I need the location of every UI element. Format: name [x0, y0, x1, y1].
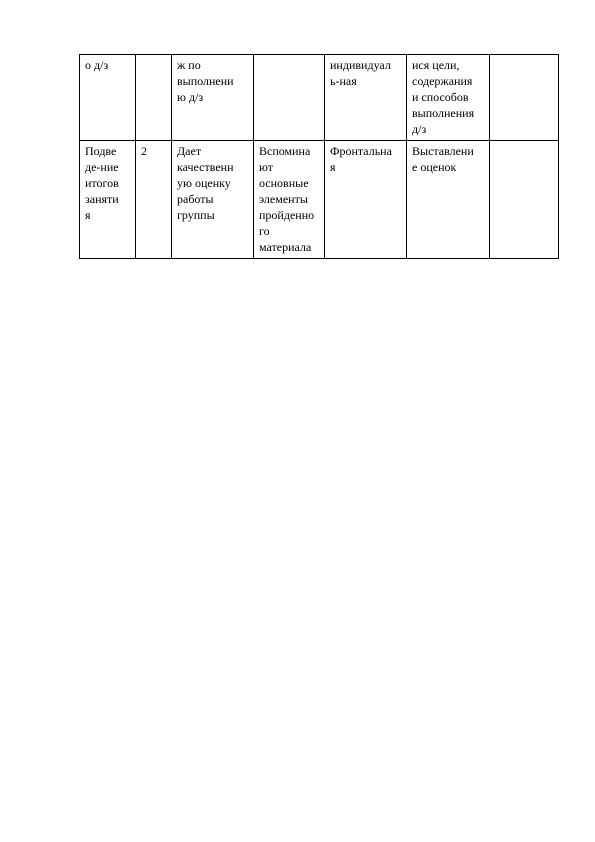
- teacher-activity-cell: [172, 55, 254, 141]
- minutes-cell: [136, 55, 172, 141]
- teacher-activity-text: Дает качественн ую оценку работы группы: [177, 144, 234, 222]
- stage-text: о д/з: [85, 58, 109, 72]
- table-row: [80, 55, 559, 141]
- table-row: [80, 141, 559, 259]
- lesson-plan-table: [79, 54, 559, 259]
- student-activity-text: Вспомина ют основные элементы пройденно го материала: [259, 144, 315, 254]
- work-form-text: индивидуал ь-ная: [330, 58, 391, 88]
- notes-cell: [490, 141, 559, 259]
- notes-cell: [490, 55, 559, 141]
- result-text: Выставлени е оценок: [412, 144, 474, 174]
- teacher-activity-cell: [172, 141, 254, 259]
- work-form-cell: [325, 141, 407, 259]
- student-activity-cell: [254, 141, 325, 259]
- stage-cell: [80, 55, 136, 141]
- teacher-activity-text: ж по выполнени ю д/з: [177, 58, 234, 104]
- result-cell: [407, 141, 490, 259]
- work-form-cell: [325, 55, 407, 141]
- work-form-text: Фронтальна я: [330, 144, 392, 174]
- minutes-text: 2: [141, 144, 147, 158]
- minutes-cell: [136, 141, 172, 259]
- stage-text: Подве де-ние итогов заняти я: [85, 144, 119, 222]
- result-cell: [407, 55, 490, 141]
- stage-cell: [80, 141, 136, 259]
- result-text: ися цели, содержания и способов выполнения д/з: [412, 58, 475, 136]
- student-activity-cell: [254, 55, 325, 141]
